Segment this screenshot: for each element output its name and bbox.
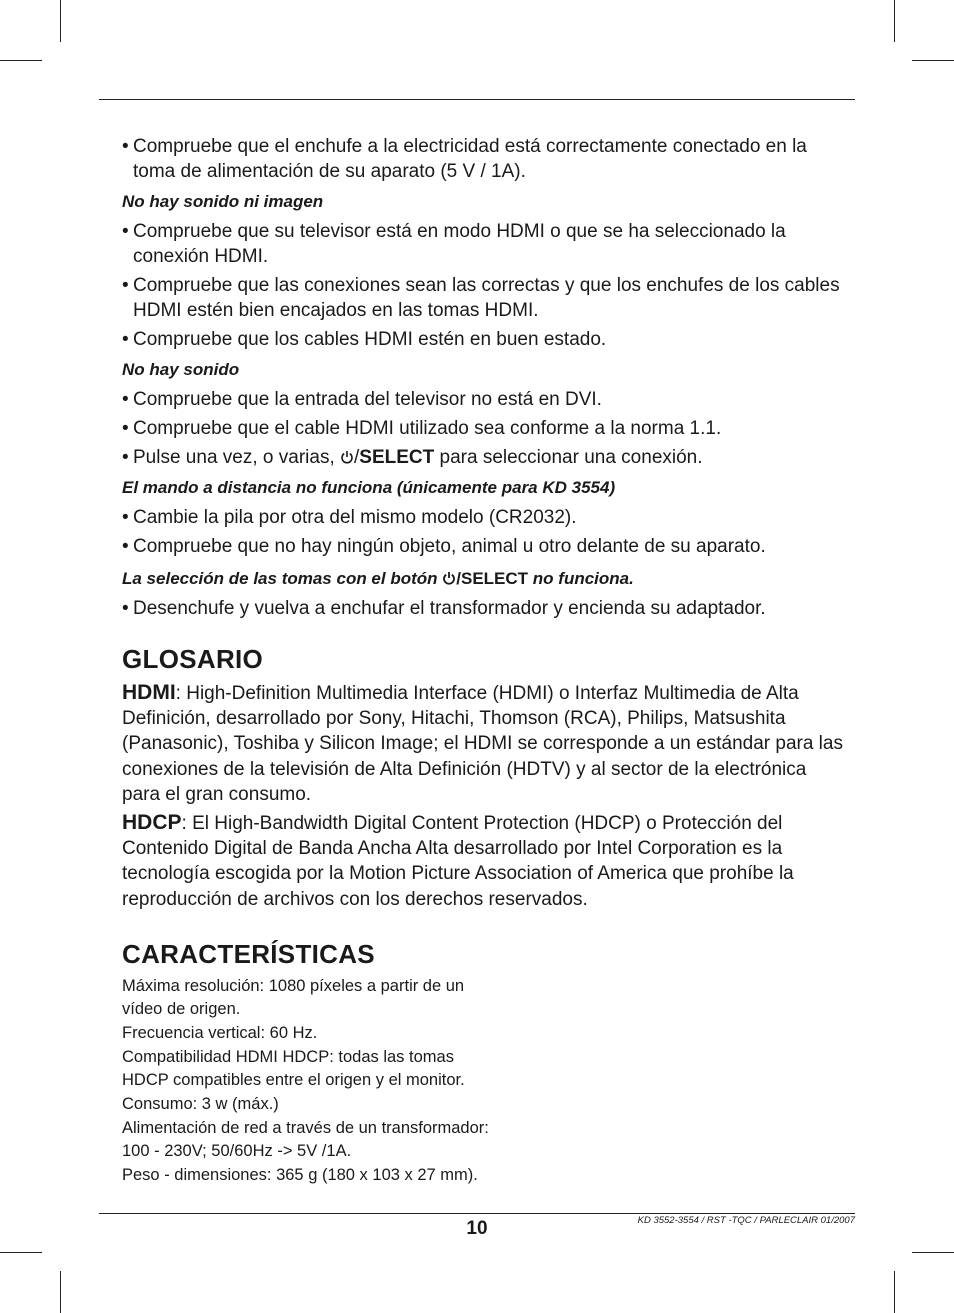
list-item: • Cambie la pila por otra del mismo modelo (CR2032). <box>122 507 577 528</box>
header-rule <box>99 99 855 100</box>
list-item: • Compruebe que el enchufe a la electricidad está correctamente conectado en la toma de alimentación de su aparato (5 V / 1A). <box>122 136 807 182</box>
crop-mark <box>0 60 42 61</box>
list-item: • Compruebe que las conexiones sean las correctas y que los enchufes de los cables HDMI estén bien encajados en las tomas HDMI. <box>122 275 840 321</box>
select-label: SELECT <box>359 447 435 468</box>
list-item: • Compruebe que el cable HDMI utilizado sea conforme a la norma 1.1. <box>122 418 722 439</box>
spec-item: Peso - dimensiones: 365 g (180 x 103 x 27 mm). <box>122 1165 478 1184</box>
crop-mark <box>894 0 895 42</box>
crop-mark <box>912 1252 954 1253</box>
page-number: 10 <box>466 1218 488 1239</box>
page-content <box>122 134 847 1188</box>
crop-mark <box>0 1252 42 1253</box>
list-item: • Pulse una vez, o varias, /SELECT para seleccionar una conexión. <box>122 447 703 468</box>
spec-item: Alimentación de red a través de un transformador: 100 - 230V; 50/60Hz -> 5V /1A. <box>122 1118 489 1160</box>
troubleshoot-heading: No hay sonido ni imagen <box>122 192 324 211</box>
glosario-title: GLOSARIO <box>122 644 264 674</box>
crop-mark <box>60 1271 61 1313</box>
crop-mark <box>912 60 954 61</box>
list-item: • Compruebe que la entrada del televisor no está en DVI. <box>122 389 602 410</box>
crop-mark <box>60 0 61 42</box>
list-item: • Compruebe que los cables HDMI estén en buen estado. <box>122 329 607 350</box>
troubleshoot-heading: El mando a distancia no funciona (únicamente para KD 3554) <box>122 478 616 497</box>
caracteristicas-title: CARACTERÍSTICAS <box>122 938 375 969</box>
spec-item: Consumo: 3 w (máx.) <box>122 1094 279 1113</box>
crop-mark <box>894 1271 895 1313</box>
glossary-term: HDMI <box>122 681 176 704</box>
glossary-entry-hdcp: HDCP: El High-Bandwidth Digital Content Protection (HDCP) o Protección del Contenido Digital de Banda Ancha Alta desarrollado por Intel Corporation es la tecnología escogida por la Motion Picture Association of America que prohíbe la reproducción de archivos con los derechos reservados. <box>122 811 794 910</box>
power-icon <box>442 571 456 585</box>
troubleshoot-heading: La selección de las tomas con el botón /SELECT no funciona. <box>122 569 634 588</box>
power-icon <box>340 450 354 464</box>
list-item: • Desenchufe y vuelva a enchufar el transformador y encienda su adaptador. <box>122 598 766 619</box>
troubleshoot-heading: No hay sonido <box>122 360 240 379</box>
footer-reference: KD 3552-3554 / RST -TQC / PARLECLAIR 01/2007 <box>637 1215 855 1226</box>
spec-item: Máxima resolución: 1080 píxeles a partir de un vídeo de origen. <box>122 976 465 1018</box>
spec-item: Frecuencia vertical: 60 Hz. <box>122 1023 318 1042</box>
glossary-term: HDCP <box>122 811 182 835</box>
footer-rule <box>99 1213 855 1214</box>
glossary-entry-hdmi: HDMI: High-Definition Multimedia Interface (HDMI) o Interfaz Multimedia de Alta Definición, desarrollado por Sony, Hitachi, Thomson (RCA), Philips, Matsushita (Panasonic), Toshiba y Silicon Image; el HDMI se corresponde a un estándar para las conexiones de la televisión de Alta Definición (HDTV) y al sector de la electrónica para el gran consumo. <box>122 681 843 805</box>
list-item: • Compruebe que no hay ningún objeto, animal u otro delante de su aparato. <box>122 536 766 557</box>
spec-item: Compatibilidad HDMI HDCP: todas las tomas HDCP compatibles entre el origen y el monitor. <box>122 1047 465 1089</box>
list-item: • Compruebe que su televisor está en modo HDMI o que se ha seleccionado la conexión HDMI. <box>122 221 786 267</box>
